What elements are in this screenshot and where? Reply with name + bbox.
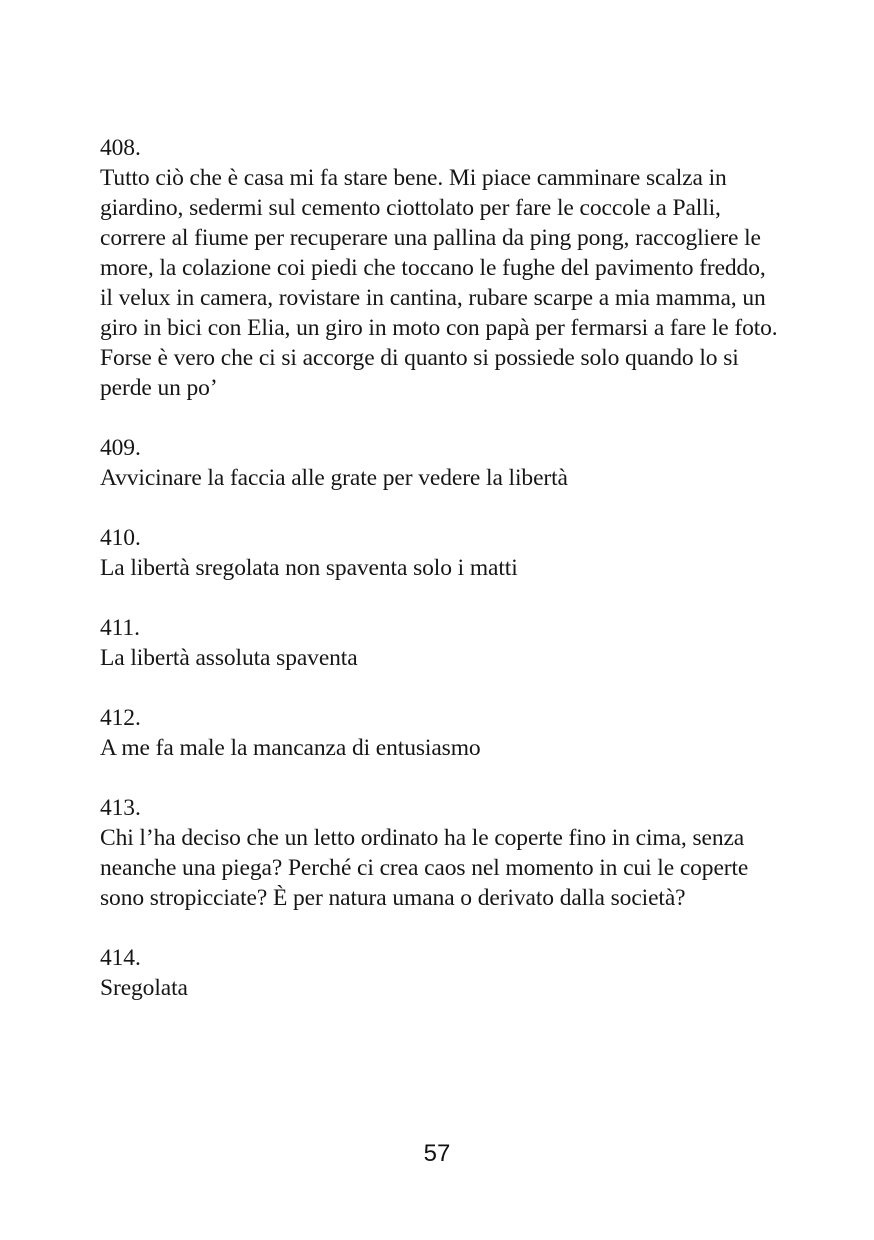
text-block <box>100 133 778 1033</box>
entry-413 <box>100 793 778 913</box>
entry-number: 408. <box>100 135 141 161</box>
entry-411 <box>100 613 778 673</box>
entry-number: 413. <box>100 795 141 821</box>
entry-number: 411. <box>100 615 140 641</box>
entry-414 <box>100 943 778 1003</box>
entry-text: Tutto ciò che è casa mi fa stare bene. Mi piace camminare scalza in giardino, sedermi sul cemento ciottolato per fare le coccole a Palli, correre al fiume per recuperare una pallina da ping pong, raccogliere le more, la colazione coi piedi che toccano le fughe del pavimento freddo, il velux in camera, rovistare in cantina, rubare scarpe a mia mamma, un giro in bici con Elia, un giro in moto con papà per fermarsi a fare le foto. Forse è vero che ci si accorge di quanto si possiede solo quando lo si perde un po’ <box>100 165 778 401</box>
entry-412 <box>100 703 778 763</box>
entry-text: Sregolata <box>100 975 188 1001</box>
entry-text: La libertà assoluta spaventa <box>100 645 358 671</box>
page-number: 57 <box>423 1140 451 1167</box>
entry-410 <box>100 523 778 583</box>
entry-text: Chi l’ha deciso che un letto ordinato ha le coperte fino in cima, senza neanche una piega? Perché ci crea caos nel momento in cui le coperte sono stropicciate? È per natura umana o derivato dalla società? <box>100 825 749 911</box>
entry-number: 412. <box>100 705 141 731</box>
entry-text: La libertà sregolata non spaventa solo i matti <box>100 555 518 581</box>
entry-409 <box>100 433 778 493</box>
entry-number: 409. <box>100 435 141 461</box>
entry-text: Avvicinare la faccia alle grate per vedere la libertà <box>100 465 568 491</box>
entry-text: A me fa male la mancanza di entusiasmo <box>100 735 481 761</box>
entry-408 <box>100 133 778 403</box>
entry-number: 410. <box>100 525 141 551</box>
entry-number: 414. <box>100 945 141 971</box>
